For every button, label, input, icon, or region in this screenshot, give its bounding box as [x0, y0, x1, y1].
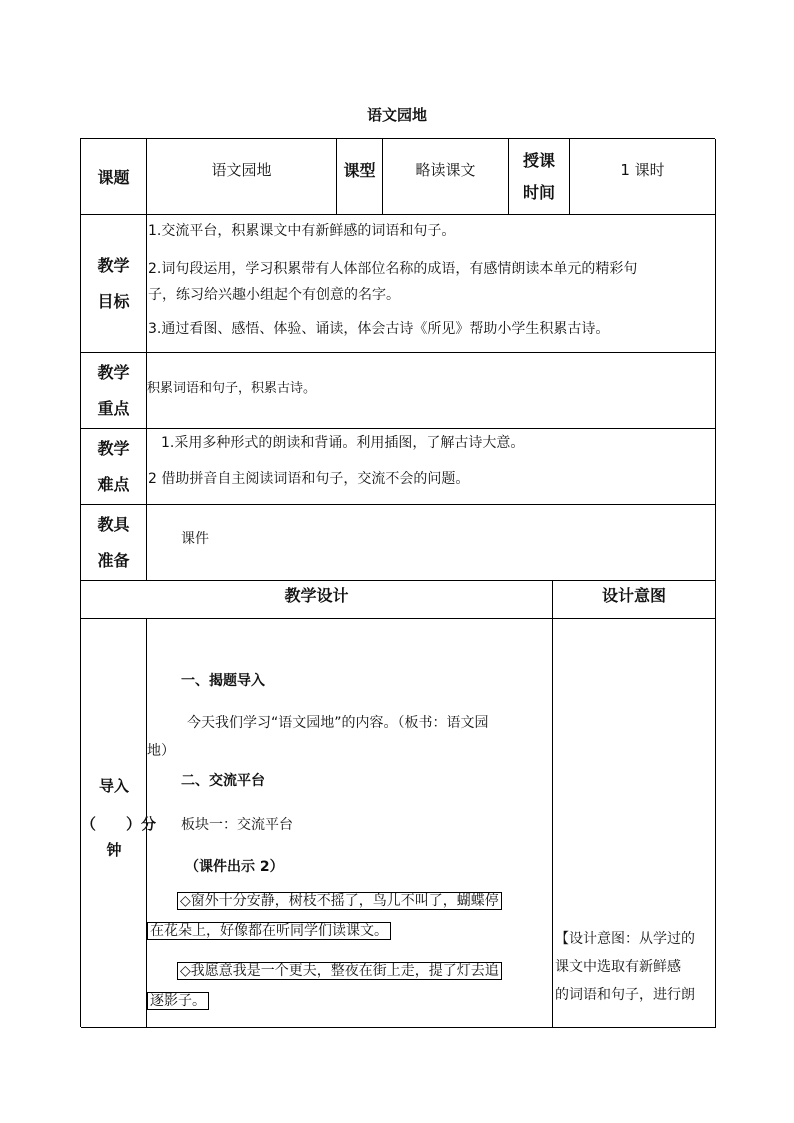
- courseware-note: （课件出示 2）: [185, 859, 284, 875]
- focus-content: [147, 353, 716, 429]
- page-title: 语文园地: [366, 106, 427, 124]
- goals-content: [147, 215, 716, 353]
- goal-item-1: 1.交流平台，积累课文中有新鲜感的词语和句子。: [148, 223, 456, 239]
- quote-two-line-1-box: ◇我愿意我是一个更夫，整夜在街上走，提了灯去追: [177, 962, 502, 980]
- stage-label: [81, 619, 157, 1028]
- section-intro-heading: 一、揭题导入: [181, 673, 265, 689]
- focus-text: 积累词语和句子，积累古诗。: [147, 381, 317, 396]
- quote-one-line-2-box: 在花朵上，好像都在听同学们读课文。: [147, 922, 391, 940]
- quote-one-line-2: [147, 921, 391, 941]
- topic-label: 课题: [81, 139, 147, 215]
- intro-line-2: 地）: [147, 743, 175, 759]
- intent-content: [553, 619, 716, 1028]
- time-value: 1 课时: [570, 139, 716, 215]
- block-one-title: 板块一：交流平台: [181, 817, 293, 833]
- section-exchange-heading: 二、交流平台: [181, 773, 265, 789]
- quote-two-line-1: [177, 961, 502, 981]
- stage-label-2: （ ）分: [81, 815, 157, 833]
- difficulty-item-1: 1.采用多种形式的朗读和背诵。利用插图，了解古诗大意。: [161, 435, 525, 451]
- intent-header: 设计意图: [553, 581, 716, 619]
- quote-one-line-1-box: ◇窗外十分安静，树枝不摇了，鸟儿不叫了，蝴蝶停: [177, 892, 502, 910]
- difficulty-label: 教学 难点: [81, 429, 147, 505]
- intent-line-2: 课文中选取有新鲜感: [555, 959, 681, 975]
- topic-value: 语文园地: [147, 139, 337, 215]
- intro-line-1: 今天我们学习“语文园地”的内容。（板书：语文园: [187, 715, 489, 731]
- design-content: [147, 619, 553, 1028]
- intent-line-1: 【设计意图：从学过的: [555, 931, 695, 947]
- design-header: 教学设计: [81, 581, 553, 619]
- focus-label: 教学 重点: [81, 353, 147, 429]
- type-value: 略读课文: [383, 139, 509, 215]
- type-label: 课型: [337, 139, 383, 215]
- stage-label-3: 钟: [106, 841, 122, 859]
- tools-text: 课件: [181, 531, 209, 547]
- goal-item-3: 3.通过看图、感悟、体验、诵读，体会古诗《所见》帮助小学生积累古诗。: [148, 321, 610, 337]
- quote-one-line-1: [177, 891, 502, 911]
- goal-item-2-line-1: 2.词句段运用，学习积累带有人体部位名称的成语，有感情朗读本单元的精彩句: [148, 261, 638, 277]
- tools-content: [147, 505, 716, 581]
- goal-item-2-line-2: 子，练习给兴趣小组起个有创意的名字。: [148, 287, 400, 303]
- quote-two-line-2: [147, 991, 209, 1011]
- stage-label-1: 导入: [98, 777, 129, 795]
- tools-label: 教具 准备: [81, 505, 147, 581]
- intent-line-3: 的词语和句子，进行朗: [555, 987, 695, 1003]
- goals-label: 教学 目标: [81, 215, 147, 353]
- quote-two-line-2-box: 逐影子。: [147, 992, 209, 1010]
- difficulty-content: [147, 429, 716, 505]
- lesson-plan-table: [80, 138, 715, 1027]
- time-label: 授课 时间: [509, 139, 570, 215]
- difficulty-item-2: 2 借助拼音自主阅读词语和句子，交流不会的问题。: [148, 471, 470, 487]
